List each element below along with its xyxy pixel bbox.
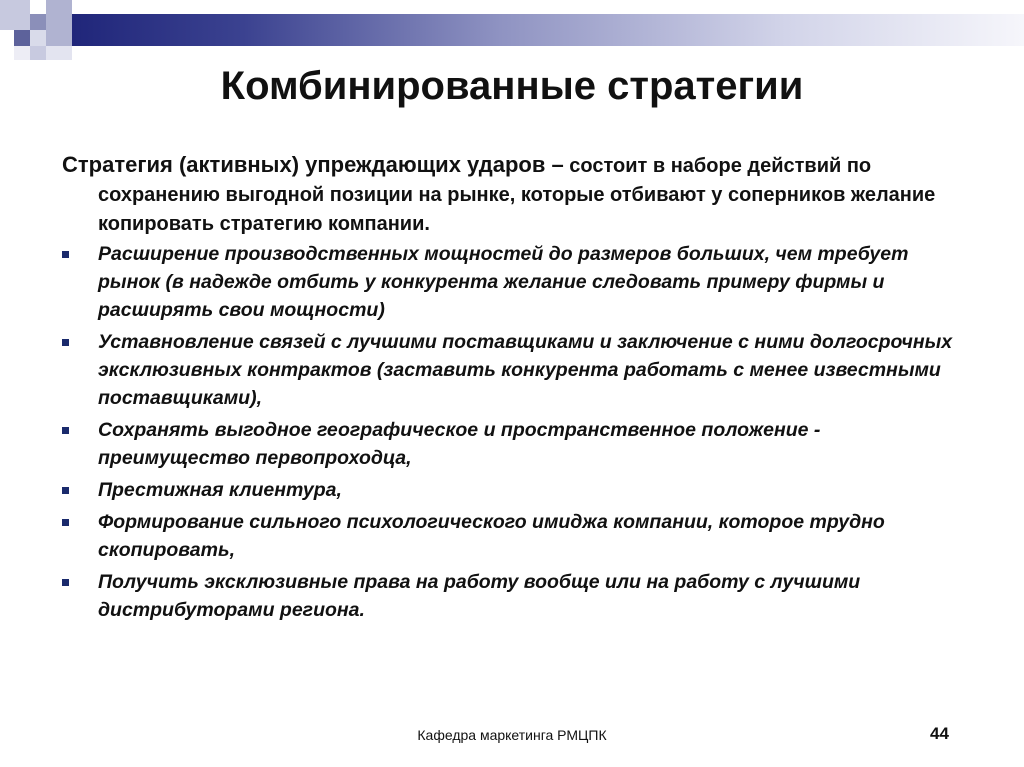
decor-square [30, 14, 46, 30]
slide-title: Комбинированные стратегии [220, 64, 804, 108]
decor-square [14, 46, 30, 60]
lead-body: состоит в наборе действий по сохранению выгодной позиции на рынке, которые отбивают у соперников желание копировать стратегию компании. [98, 155, 936, 235]
footer-department: Кафедра маркетинга РМЦПК [417, 727, 607, 743]
bullet-text: Расширение производственных мощностей до размеров больших, чем требует рынок (в надежде отбить у конкурента желание следовать примеру фирмы и расширять свои мощности) [98, 243, 909, 321]
page-number: 44 [930, 724, 949, 743]
decor-square [30, 46, 46, 60]
square-bullet-icon [62, 519, 69, 526]
header-gradient-band [72, 14, 1024, 46]
bullet-text: Получить эксклюзивные права на работу вообще или на работу с лучшими дистрибуторами региона. [98, 571, 861, 621]
lead-heading: Стратегия (активных) упреждающих ударов – [62, 152, 564, 177]
bullet-item [62, 328, 962, 412]
bullet-text: Сохранять выгодное географическое и пространственное положение - преимущество первопроходца, [98, 419, 821, 469]
decor-square [30, 30, 46, 46]
bullet-text: Уставновление связей с лучшими поставщиками и заключение с ними долгосрочных эксклюзивных контрактов (заставить конкурента работать с менее известными поставщиками), [98, 331, 953, 409]
square-bullet-icon [62, 339, 69, 346]
lead-paragraph [62, 150, 962, 239]
square-bullet-icon [62, 579, 69, 586]
bullet-text: Престижная клиентура, [98, 479, 342, 501]
decor-square [46, 46, 72, 60]
bullet-item [62, 240, 962, 324]
square-bullet-icon [62, 427, 69, 434]
square-bullet-icon [62, 251, 69, 258]
bullet-item [62, 476, 962, 504]
decor-square [46, 0, 72, 46]
decor-square [0, 0, 30, 30]
bullet-item [62, 508, 962, 564]
square-bullet-icon [62, 487, 69, 494]
bullet-text: Формирование сильного психологического имиджа компании, которое трудно скопировать, [98, 511, 885, 561]
decor-square [14, 30, 30, 46]
bullet-item [62, 416, 962, 472]
bullet-list [62, 240, 962, 628]
bullet-item [62, 568, 962, 624]
